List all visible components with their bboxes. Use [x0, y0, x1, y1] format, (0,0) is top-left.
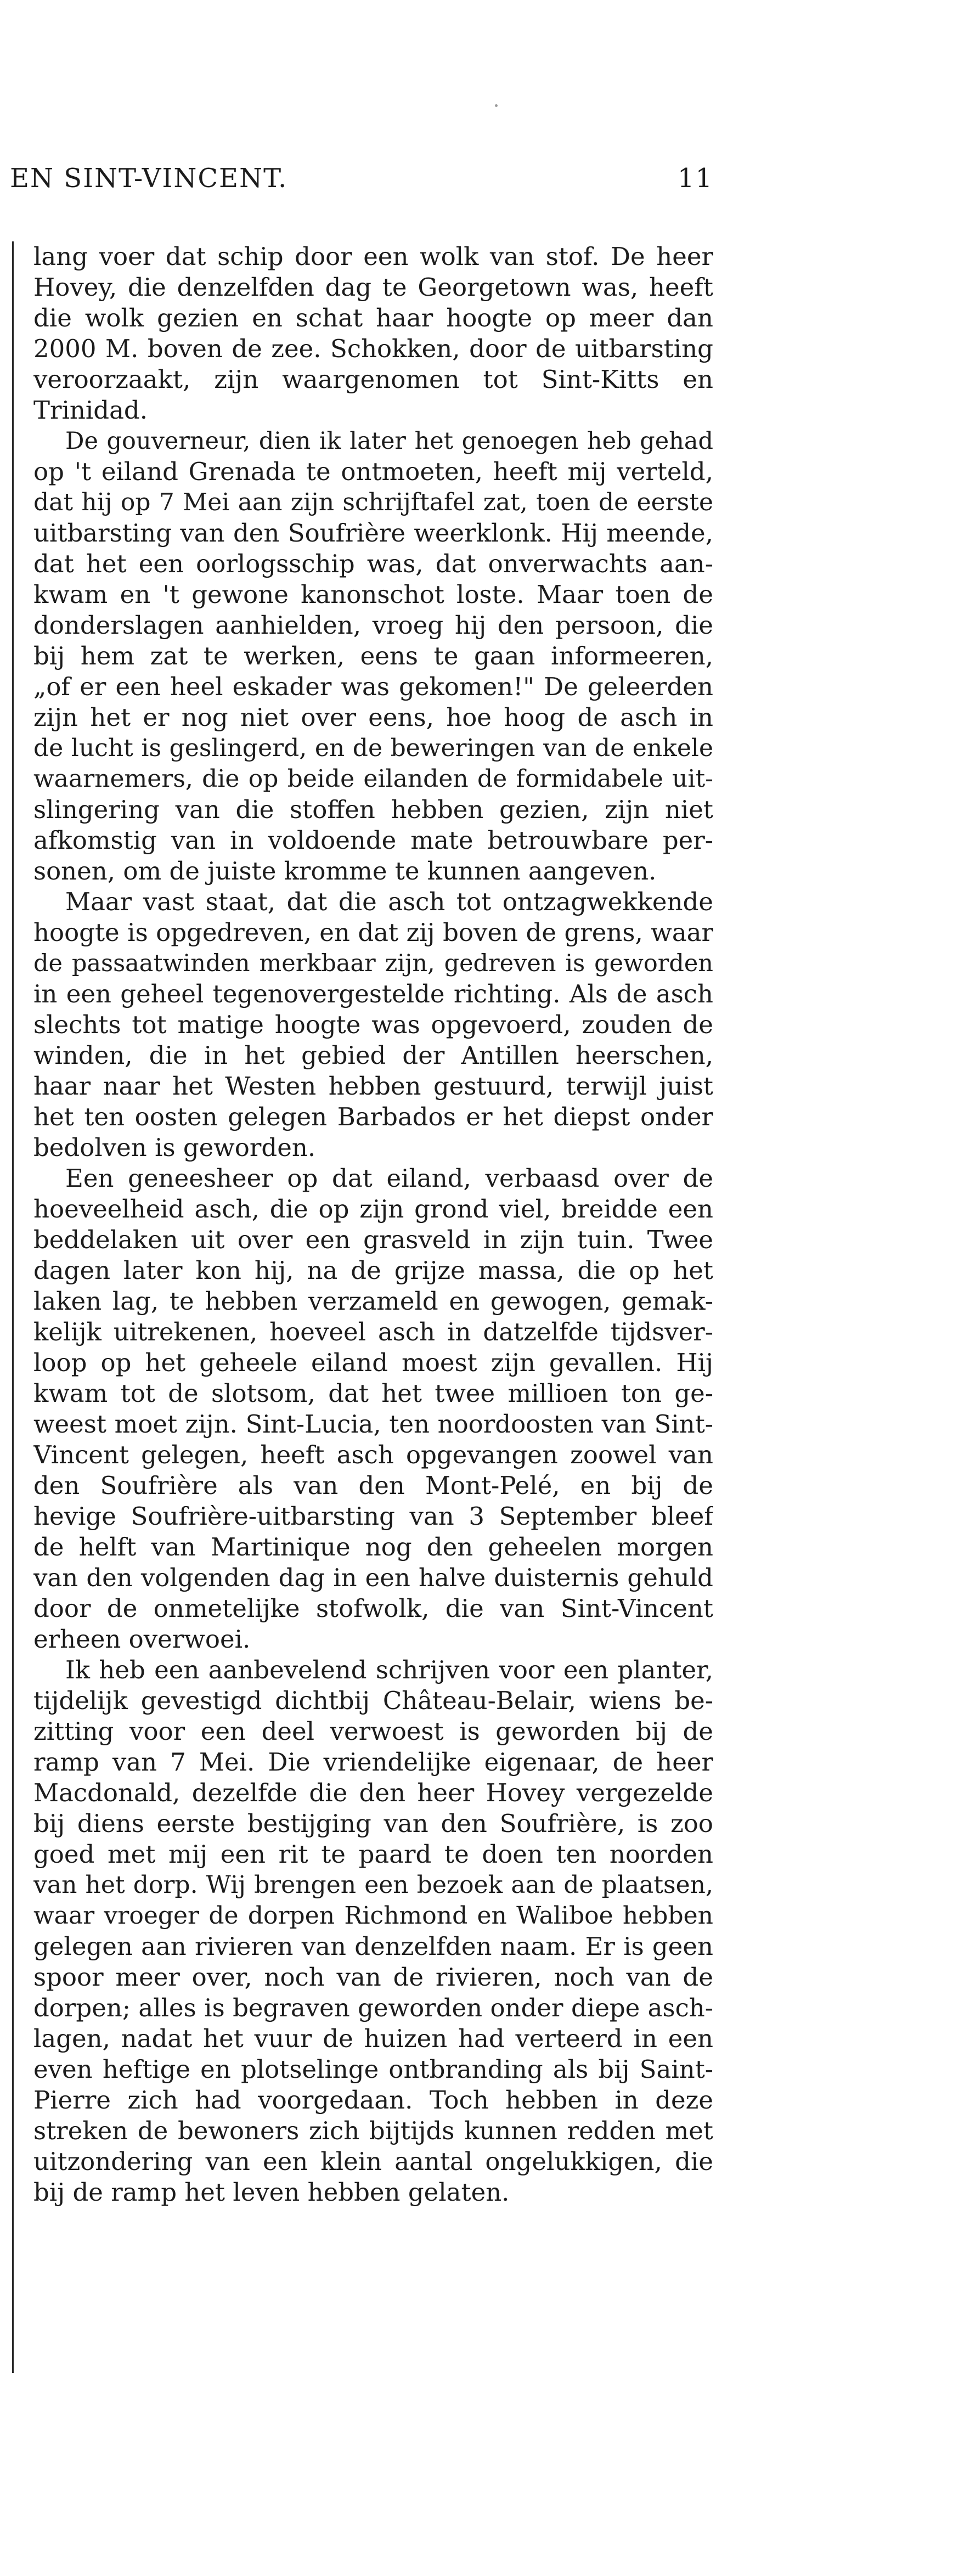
text-line: lagen, nadat het vuur de huizen had verteerd in een [33, 2024, 713, 2053]
text-line: goed met mij een rit te paard te doen ten noorden [33, 1840, 713, 1869]
text-line: gelegen aan rivieren van denzelfden naam. Er is geen [33, 1932, 713, 1961]
text-line: de lucht is geslingerd, en de beweringen van de enkele [33, 734, 713, 762]
text-line: op 't eiland Grenada te ontmoeten, heeft mij verteld, [33, 457, 713, 486]
text-line: Ik heb een aanbevelend schrijven voor een planter, [65, 1655, 713, 1684]
text-line: streken de bewoners zich bijtijds kunnen redden met [33, 2116, 713, 2145]
text-line: door de onmetelijke stofwolk, die van Sint-Vincent [33, 1594, 713, 1623]
text-line: even heftige en plotselinge ontbranding als bij Saint- [33, 2055, 713, 2084]
text-line: slingering van die stoffen hebben gezien, zijn niet [33, 795, 713, 824]
text-line: de passaatwinden merkbaar zijn, gedreven is geworden [33, 950, 713, 977]
text-line: Macdonald, dezelfde die den heer Hovey vergezelde [33, 1778, 713, 1807]
text-line: loop op het geheele eiland moest zijn gevallen. Hij [33, 1348, 713, 1377]
text-line: dat het een oorlogsschip was, dat onverwachts aan- [33, 549, 713, 578]
text-line: 2000 M. boven de zee. Schokken, door de uitbarsting [33, 334, 713, 363]
text-line: tijdelijk gevestigd dichtbij Château-Belair, wiens be- [33, 1686, 713, 1715]
text-line: waar vroeger de dorpen Richmond en Waliboe hebben [33, 1902, 713, 1930]
margin-rule [12, 241, 14, 2373]
text-line: winden, die in het gebied der Antillen heerschen, [33, 1041, 713, 1070]
text-line: kwam en 't gewone kanonschot loste. Maar toen de [33, 580, 713, 609]
text-line: Een geneesheer op dat eiland, verbaasd over de [65, 1164, 713, 1193]
text-line: den Soufrière als van den Mont-Pelé, en bij de [33, 1471, 713, 1500]
text-line: dat hij op 7 Mei aan zijn schrijftafel zat, toen de eerste [33, 488, 713, 516]
text-line: Pierre zich had voorgedaan. Toch hebben in deze [33, 2085, 713, 2115]
text-line: Maar vast staat, dat die asch tot ontzagwekkende [65, 887, 713, 916]
text-line: beddelaken uit over een grasveld in zijn tuin. Twee [33, 1225, 713, 1254]
text-line: afkomstig van in voldoende mate betrouwbare per- [33, 826, 713, 855]
page-number: 11 [677, 163, 713, 194]
text-line: sonen, om de juiste kromme te kunnen aangeven. [33, 856, 657, 886]
text-line: Hovey, die denzelfden dag te Georgetown was, heeft [33, 273, 713, 302]
text-line: bij diens eerste bestijging van den Soufrière, is zoo [33, 1809, 713, 1838]
speck-mark [495, 104, 498, 107]
body-text [33, 241, 713, 2208]
text-line: „of er een heel eskader was gekomen!" De geleerden [33, 672, 713, 701]
text-line: bedolven is geworden. [33, 1133, 316, 1162]
text-line: slechts tot matige hoogte was opgevoerd, zouden de [33, 1010, 713, 1039]
text-line: hoeveelheid asch, die op zijn grond viel, breidde een [33, 1194, 713, 1224]
text-line: van den volgenden dag in een halve duisternis gehuld [33, 1563, 713, 1592]
running-header [10, 156, 713, 200]
paragraph [33, 887, 713, 1163]
text-line: Vincent gelegen, heeft asch opgevangen zoowel van [33, 1440, 713, 1469]
text-line: haar naar het Westen hebben gestuurd, terwijl juist [33, 1072, 713, 1101]
text-line: Trinidad. [33, 396, 148, 425]
text-line: de helft van Martinique nog den geheelen morgen [33, 1532, 713, 1562]
paragraph [33, 1655, 713, 2208]
text-line: dorpen; alles is begraven geworden onder diepe asch- [33, 1993, 713, 2022]
text-line: erheen overwoei. [33, 1625, 251, 1654]
paragraph [33, 426, 713, 887]
text-line: kelijk uitrekenen, hoeveel asch in datzelfde tijdsver- [33, 1317, 713, 1346]
text-line: in een geheel tegenovergestelde richting. Als de asch [33, 979, 713, 1008]
text-line: hevige Soufrière-uitbarsting van 3 September bleef [33, 1502, 713, 1531]
text-line: zitting voor een deel verwoest is geworden bij de [33, 1717, 713, 1746]
text-line: van het dorp. Wij brengen een bezoek aan de plaatsen, [33, 1871, 713, 1899]
text-line: weest moet zijn. Sint-Lucia, ten noordoosten van Sint- [33, 1410, 713, 1439]
text-line: donderslagen aanhielden, vroeg hij den persoon, die [33, 611, 713, 640]
text-line: laken lag, te hebben verzameld en gewogen, gemak- [33, 1287, 713, 1316]
text-line: lang voer dat schip door een wolk van stof. De heer [33, 242, 713, 271]
text-line: ramp van 7 Mei. Die vriendelijke eigenaar, de heer [33, 1748, 713, 1777]
running-title: EN SINT-VINCENT. [10, 163, 288, 194]
text-line: waarnemers, die op beide eilanden de formidabele uit- [33, 765, 713, 793]
text-line: hoogte is opgedreven, en dat zij boven de grens, waar [33, 918, 713, 947]
text-line: het ten oosten gelegen Barbados er het diepst onder [33, 1102, 713, 1131]
text-line: die wolk gezien en schat haar hoogte op meer dan [33, 303, 713, 332]
text-line: uitbarsting van den Soufrière weerklonk. Hij meende, [33, 518, 713, 548]
text-line: bij hem zat te werken, eens te gaan informeeren, [33, 641, 713, 670]
text-line: uitzondering van een klein aantal ongelukkigen, die [33, 2147, 713, 2176]
paragraph [33, 1163, 713, 1655]
text-line: kwam tot de slotsom, dat het twee millioen ton ge- [33, 1379, 713, 1408]
text-line: bij de ramp het leven hebben gelaten. [33, 2178, 510, 2207]
text-line: dagen later kon hij, na de grijze massa, die op het [33, 1256, 713, 1285]
text-line: De gouverneur, dien ik later het genoegen heb gehad [65, 427, 713, 455]
paragraph [33, 241, 713, 426]
text-line: veroorzaakt, zijn waargenomen tot Sint-Kitts en [33, 365, 713, 394]
text-line: zijn het er nog niet over eens, hoe hoog de asch in [33, 703, 713, 732]
text-line: spoor meer over, noch van de rivieren, noch van de [33, 1963, 713, 1992]
